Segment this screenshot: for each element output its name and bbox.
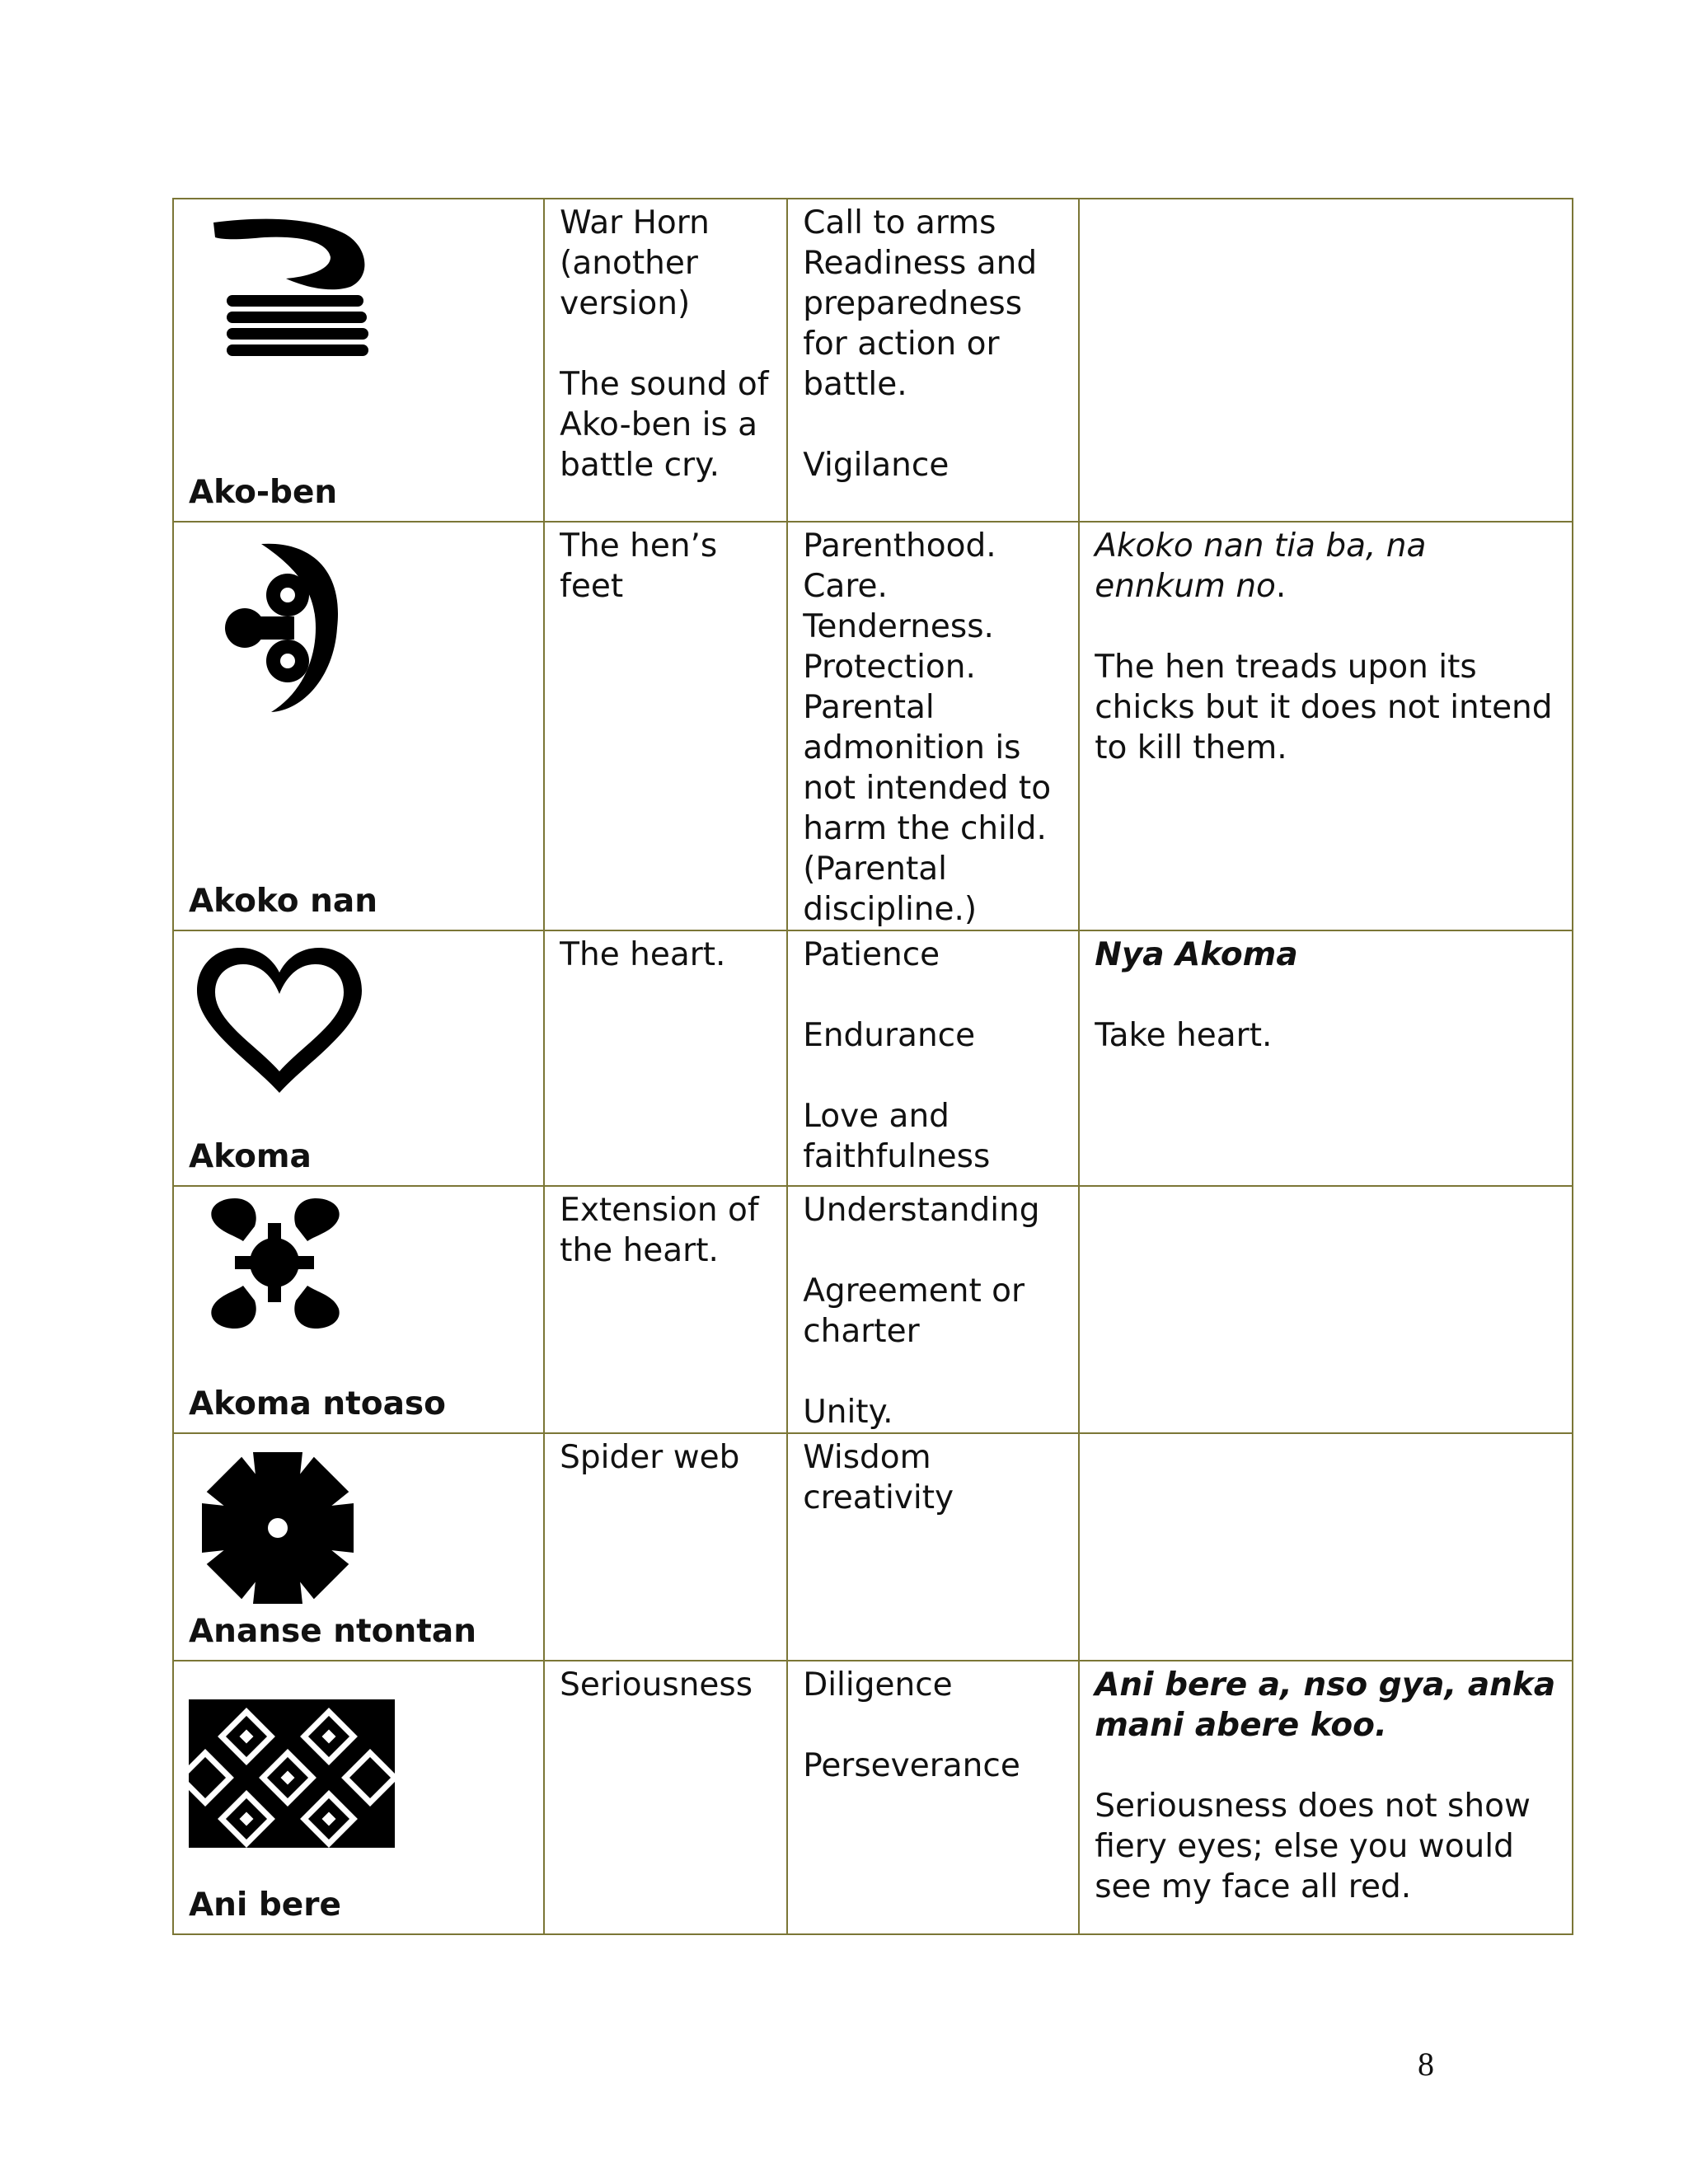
meaning-cell xyxy=(544,1433,787,1661)
proverb-cell xyxy=(1079,1661,1573,1934)
meaning-text: Seriousness xyxy=(560,1666,753,1704)
meaning-text: The hen’s feet xyxy=(560,527,718,605)
significance-text: Love and faithfulness xyxy=(803,1098,991,1175)
symbol-name: Ananse ntontan xyxy=(189,1613,476,1650)
meaning-text: The heart. xyxy=(560,936,726,973)
page-number: 8 xyxy=(1418,2046,1434,2083)
heart-icon xyxy=(194,946,365,1094)
significance-text: Wisdom creativity xyxy=(803,1439,954,1516)
adinkra-symbols-table xyxy=(172,198,1573,1935)
diamond-pattern-icon xyxy=(189,1699,395,1848)
symbol-name: Akoma xyxy=(189,1138,312,1175)
hen-feet-icon xyxy=(212,537,344,719)
significance-cell xyxy=(787,1661,1079,1934)
symbol-cell xyxy=(173,930,544,1186)
proverb-cell xyxy=(1079,522,1573,930)
symbol-name: Akoma ntoaso xyxy=(189,1385,446,1422)
proverb-text: Nya Akoma xyxy=(1095,936,1298,973)
symbol-name: Ani bere xyxy=(189,1886,341,1924)
proverb-translation: Seriousness does not show fiery eyes; else you would see my face all red. xyxy=(1095,1788,1531,1905)
meaning-text: Spider web xyxy=(560,1439,740,1476)
spider-web-icon xyxy=(195,1446,360,1610)
significance-text: Agreement or charter xyxy=(803,1272,1025,1350)
significance-text: Diligence xyxy=(803,1666,953,1704)
table-row xyxy=(173,1433,1573,1661)
proverb-cell xyxy=(1079,930,1573,1186)
significance-cell xyxy=(787,199,1079,522)
table-row xyxy=(173,199,1573,522)
table-row xyxy=(173,1661,1573,1934)
symbol-cell xyxy=(173,1186,544,1433)
significance-text: Call to arms Readiness and preparedness for action or battle. xyxy=(803,204,1038,403)
proverb-cell xyxy=(1079,1433,1573,1661)
proverb-text: Akoko nan tia ba, na ennkum no xyxy=(1095,527,1427,605)
significance-text: Parenthood. Care. Tenderness. Protection. Parental admonition is not intended to harm the child. (Parental discipline.) xyxy=(803,527,1052,928)
significance-cell xyxy=(787,930,1079,1186)
table-row xyxy=(173,1186,1573,1433)
meaning-text: Extension of the heart. xyxy=(560,1192,759,1269)
proverb-translation: Take heart. xyxy=(1095,1017,1273,1054)
significance-text: Understanding xyxy=(803,1192,1040,1229)
meaning-cell xyxy=(544,930,787,1186)
meaning-text: The sound of Ako-ben is a battle cry. xyxy=(560,366,769,484)
war-horn-icon xyxy=(207,213,380,361)
symbol-cell xyxy=(173,1433,544,1661)
meaning-cell xyxy=(544,1186,787,1433)
meaning-cell xyxy=(544,199,787,522)
significance-text: Endurance xyxy=(803,1017,976,1054)
symbol-cell xyxy=(173,522,544,930)
significance-text: Unity. xyxy=(803,1394,893,1431)
significance-text: Perseverance xyxy=(803,1747,1020,1784)
significance-cell xyxy=(787,1186,1079,1433)
meaning-cell xyxy=(544,522,787,930)
significance-text: Vigilance xyxy=(803,447,950,484)
proverb-text: Ani bere a, nso gya, anka mani abere koo. xyxy=(1095,1666,1556,1744)
proverb-punctuation: . xyxy=(1275,568,1287,605)
symbol-name: Akoko nan xyxy=(189,883,377,920)
symbol-name: Ako-ben xyxy=(189,474,338,511)
proverb-line xyxy=(1095,526,1557,607)
meaning-cell xyxy=(544,1661,787,1934)
table-row xyxy=(173,930,1573,1186)
significance-cell xyxy=(787,1433,1079,1661)
significance-text: Patience xyxy=(803,936,940,973)
significance-cell xyxy=(787,522,1079,930)
proverb-cell xyxy=(1079,1186,1573,1433)
meaning-text: War Horn (another version) xyxy=(560,204,710,322)
proverb-translation: The hen treads upon its chicks but it does not intend to kill them. xyxy=(1095,649,1553,766)
linked-hearts-icon xyxy=(202,1193,350,1333)
symbol-cell xyxy=(173,1661,544,1934)
symbol-cell xyxy=(173,199,544,522)
table-row xyxy=(173,522,1573,930)
proverb-cell xyxy=(1079,199,1573,522)
